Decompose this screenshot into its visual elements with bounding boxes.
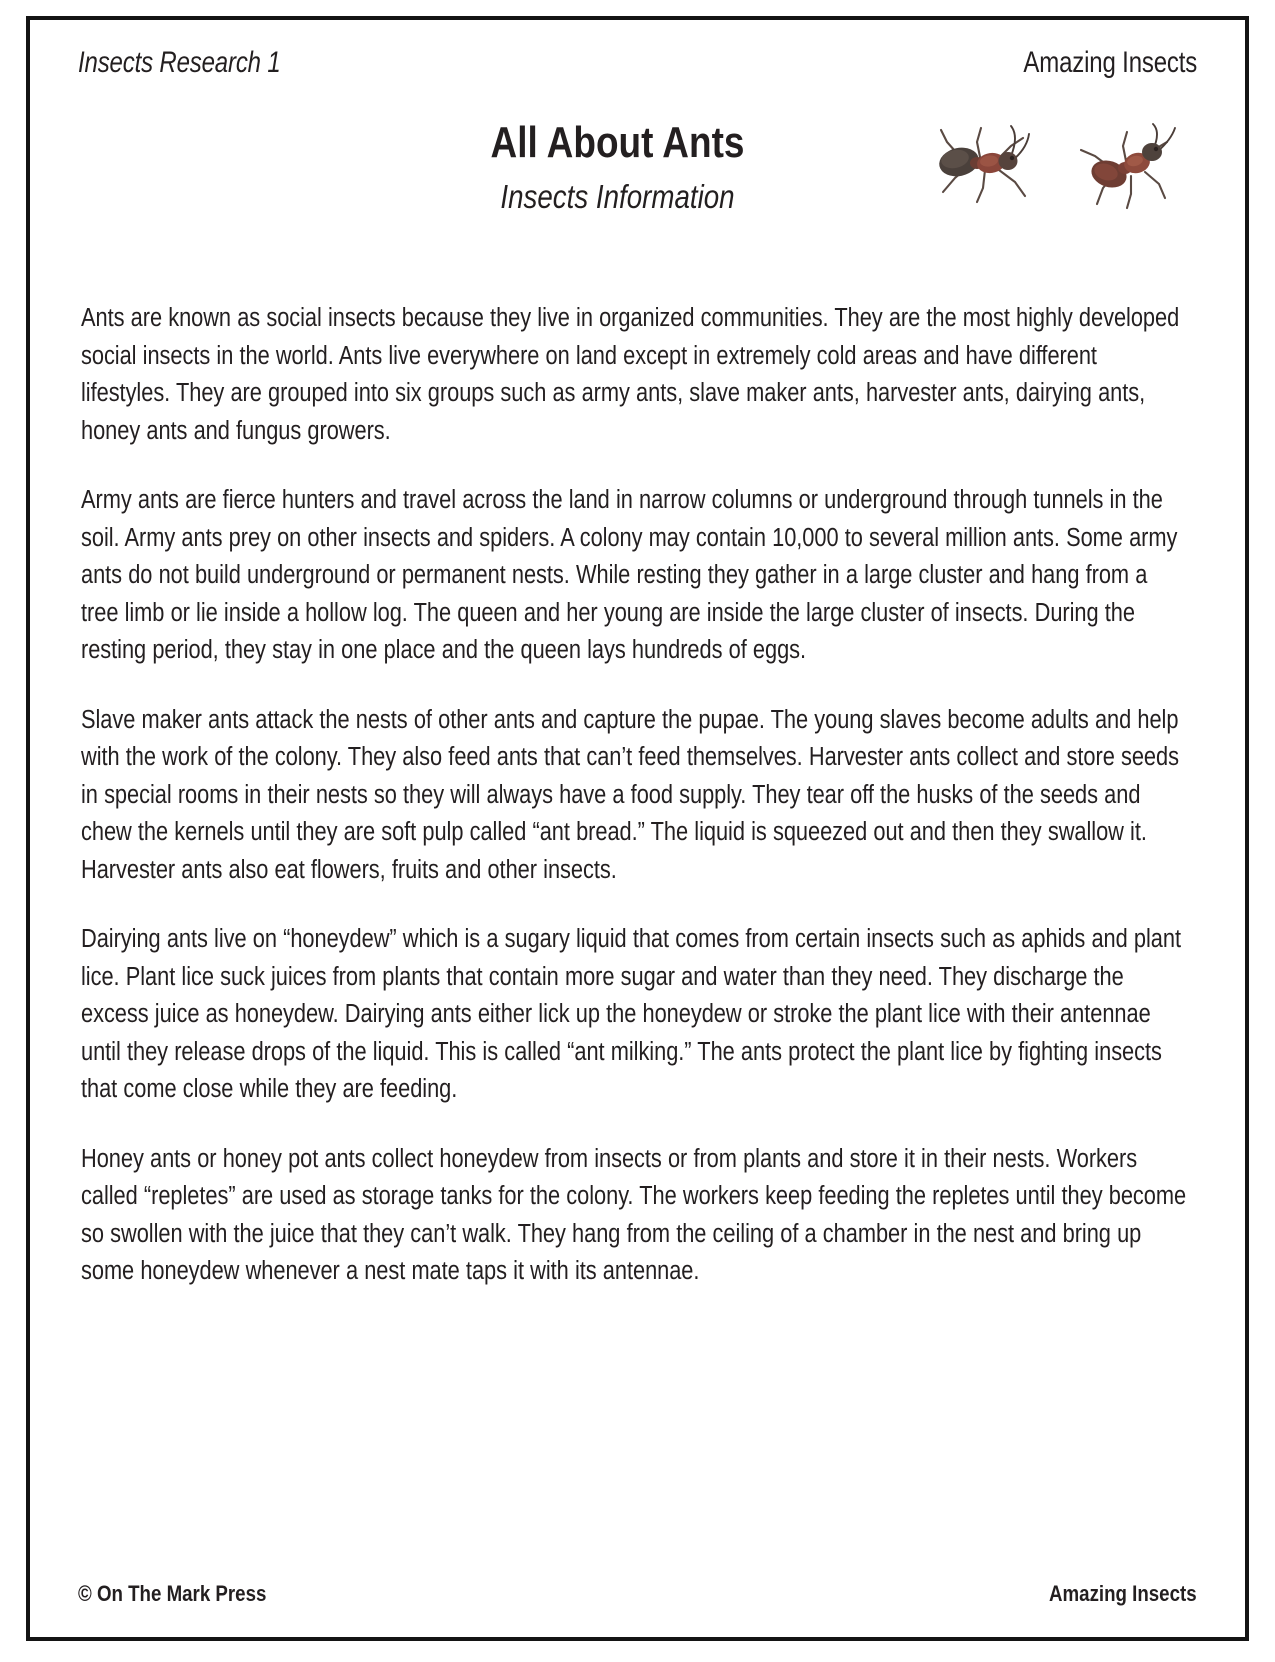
paragraph: Ants are known as social insects because they live in organized communities. They are the most highly developed social insects in the world. Ants live everywhere on land except in extremely cold areas and have different lifestyles. They are grouped into six groups such as army ants, slave maker ants, harvester ants, dairying ants, honey ants and fungus growers. — [81, 304, 1180, 445]
running-head-right: Amazing Insects — [1023, 46, 1197, 79]
page-title: All About Ants — [490, 118, 745, 167]
running-head — [78, 46, 1197, 98]
paragraph: Army ants are fierce hunters and travel across the land in narrow columns or underground through tunnels in the soil. Army ants prey on other insects and spiders. A colony may contain 10,000 to several million ants. Some army ants do not build underground or permanent nests. While resting they gather in a large cluster and hang from a tree limb or lie inside a hollow log. The queen and her young are inside the large cluster of insects. During the resting period, they stay in one place and the queen lays hundreds of eggs. — [81, 486, 1178, 664]
title-block — [78, 112, 1197, 262]
page-footer — [78, 1581, 1197, 1607]
running-head-left: Insects Research 1 — [78, 46, 281, 79]
page-subtitle: Insects Information — [500, 178, 735, 215]
footer-series-label: Amazing Insects — [1049, 1581, 1197, 1606]
footer-copyright: © On The Mark Press — [78, 1581, 267, 1606]
page-content-area — [26, 16, 1249, 1641]
paragraph: Honey ants or honey pot ants collect honeydew from insects or from plants and store it in their nests. Workers called “repletes” are used as storage tanks for the colony. The workers keep feeding the repletes until they become so swollen with the juice that they can’t walk. They hang from the ceiling of a chamber in the nest and bring up some honeydew whenever a nest mate taps it with its antennae. — [81, 1144, 1187, 1285]
paragraph: Dairying ants live on “honeydew” which is a sugary liquid that comes from certain insects such as aphids and plant lice. Plant lice suck juices from plants that contain more sugar and water than they need. They discharge the excess juice as honeydew. Dairying ants either lick up the honeydew or stroke the plant lice with their antennae until they release drops of the liquid. This is called “ant milking.” The ants protect the plant lice by fighting insects that come close while they are feeding. — [81, 925, 1181, 1103]
paragraph: Slave maker ants attack the nests of other ants and capture the pupae. The young slaves become adults and help with the work of the colony. They also feed ants that can’t feed themselves. Harvester ants collect and store seeds in special rooms in their nests so they will always have a food supply. They tear off the husks of the seeds and chew the kernels until they are soft pulp called “ant bread.” The liquid is squeezed out and then they swallow it. Harvester ants also eat flowers, fruits and other insects. — [81, 705, 1179, 884]
article-body — [78, 300, 1197, 1291]
